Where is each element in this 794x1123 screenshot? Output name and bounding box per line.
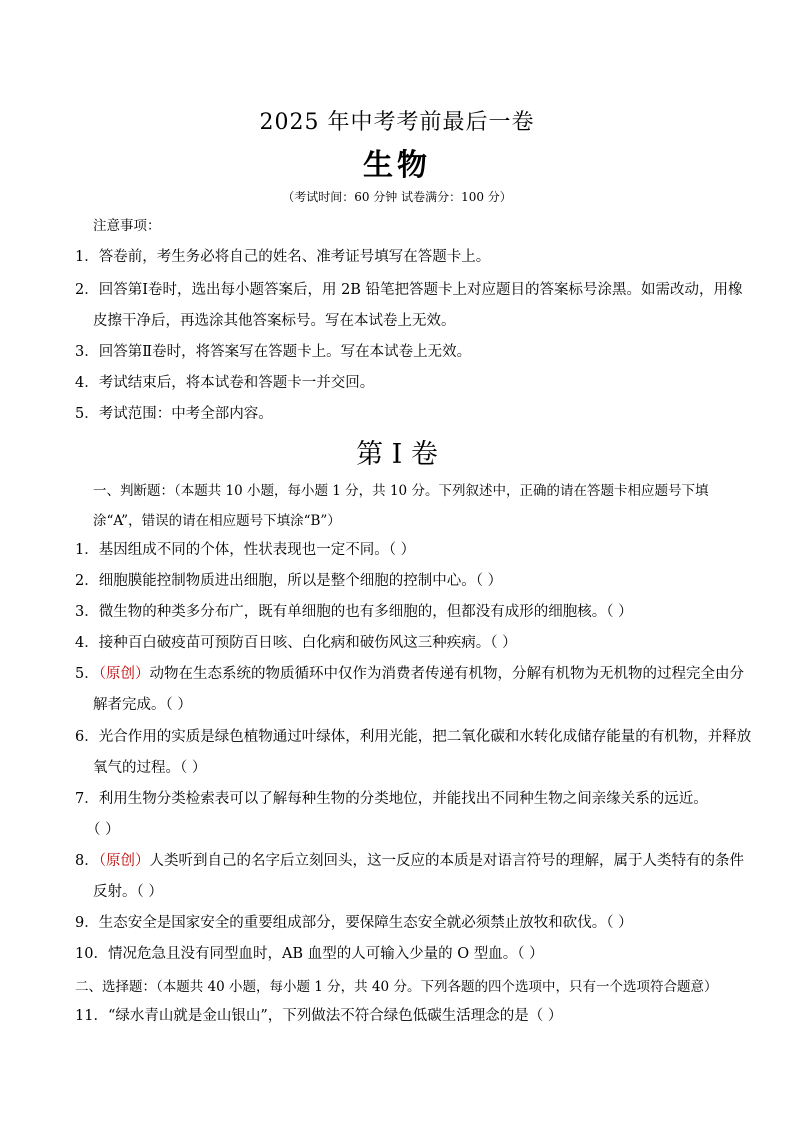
question-11: 11．“绿水青山就是金山银山”，下列做法不符合绿色低碳生活理念的是（ ）: [75, 1008, 563, 1024]
question-2: 2．细胞膜能控制物质进出细胞，所以是整个细胞的控制中心。（ ）: [75, 573, 503, 589]
question-9: 9．生态安全是国家安全的重要组成部分，要保障生态安全就必须禁止放牧和砍伐。（ ）: [75, 915, 633, 931]
notice-item: 5．考试范围：中考全部内容。: [75, 406, 273, 422]
question-8-cont: 反射。（ ）: [93, 884, 163, 900]
notice-item: 1．答卷前，考生务必将自己的姓名、准考证号填写在答题卡上。: [75, 249, 491, 265]
question-6-cont: 氧气的过程。（ ）: [93, 760, 207, 776]
notice-heading: 注意事项：: [93, 218, 161, 234]
original-tag: （原创）: [98, 666, 150, 682]
question-8: 8．（原创）人类听到自己的名字后立刻回头，这一反应的本质是对语言符号的理解，属于人类特有的条件: [75, 853, 744, 869]
question-6: 6．光合作用的实质是绿色植物通过叶绿体，利用光能，把二氧化碳和水转化成储存能量的有机物，并释放: [75, 729, 752, 745]
exam-title: 2025 年中考考前最后一卷: [259, 110, 535, 135]
notice-item: 4．考试结束后，将本试卷和答题卡一并交回。: [75, 375, 375, 391]
question-1: 1．基因组成不同的个体，性状表现也一定不同。（ ）: [75, 542, 416, 558]
part1-instructions-cont: 涂“A”，错误的请在相应题号下填涂“B”）: [93, 513, 341, 529]
section-title: 第 I 卷: [356, 439, 438, 470]
question-5-cont: 解者完成。（ ）: [93, 697, 192, 713]
question-7-cont: （ ）: [86, 822, 120, 838]
question-10: 10．情况危急且没有同型血时，AB 血型的人可输入少量的 O 型血。（ ）: [75, 946, 544, 962]
part1-instructions: 一、判断题：（本题共 10 小题，每小题 1 分，共 10 分。下列叙述中，正确的请在答题卡相应题号下填: [93, 483, 709, 499]
subject-title: 生物: [363, 148, 431, 183]
question-4: 4．接种百白破疫苗可预防百日咳、白化病和破伤风这三种疾病。（ ）: [75, 635, 517, 651]
question-3: 3．微生物的种类多分布广，既有单细胞的也有多细胞的，但都没有成形的细胞核。（ ）: [75, 604, 633, 620]
notice-item: 3．回答第Ⅱ卷时，将答案写在答题卡上。写在本试卷上无效。: [75, 344, 472, 360]
question-7: 7．利用生物分类检索表可以了解每种生物的分类地位，并能找出不同种生物之间亲缘关系的远近。: [75, 791, 708, 807]
part2-instructions: 二、选择题：（本题共 40 小题，每小题 1 分，共 40 分。下列各题的四个选项中，只有一个选项符合题意）: [75, 979, 718, 995]
exam-info: （考试时间：60 分钟 试卷满分：100 分）: [282, 190, 512, 204]
question-5: 5．（原创）动物在生态系统的物质循环中仅作为消费者传递有机物，分解有机物为无机物的过程完全由分: [75, 666, 744, 682]
notice-item-continuation: 皮擦干净后，再选涂其他答案标号。写在本试卷上无效。: [93, 313, 456, 329]
original-tag: （原创）: [98, 853, 150, 869]
notice-item: 2．回答第Ⅰ卷时，选出每小题答案后，用 2B 铅笔把答题卡上对应题目的答案标号涂黑。如需改动，用橡: [75, 282, 743, 298]
